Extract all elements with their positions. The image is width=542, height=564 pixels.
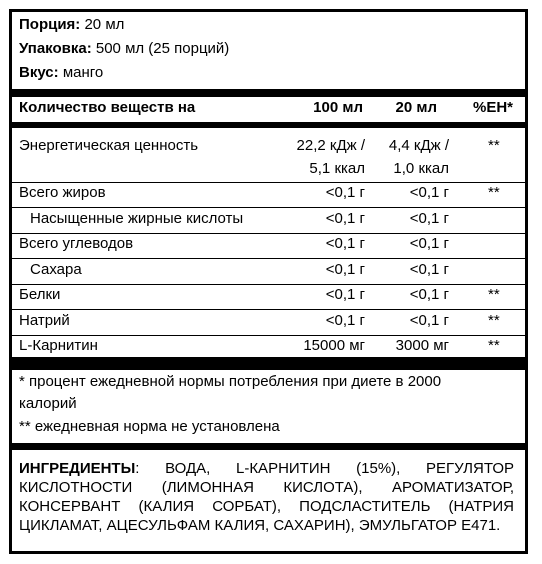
divider-thick	[12, 357, 525, 370]
row-value-100ml-kcal: 5,1 ккал	[309, 160, 365, 177]
row-value-100ml: <0,1 г	[325, 235, 365, 252]
package-value: 500 мл (25 порций)	[95, 40, 230, 57]
row-value-100ml: <0,1 г	[325, 312, 365, 329]
package-line	[19, 40, 229, 58]
footnote-dv-line2: калорий	[19, 395, 77, 412]
row-value-100ml: <0,1 г	[325, 184, 365, 201]
row-divider	[12, 207, 525, 208]
row-value-20ml: <0,1 г	[409, 184, 449, 201]
serving-label: Порция:	[19, 16, 81, 33]
row-divider	[12, 258, 525, 259]
footnote-dv	[19, 371, 515, 415]
row-divider	[12, 182, 525, 183]
package-label: Упаковка:	[19, 40, 92, 57]
row-name: Белки	[19, 286, 61, 303]
nutrition-label	[9, 9, 528, 554]
ingredients-label: ИНГРЕДИЕНТЫ	[19, 460, 136, 477]
row-name: Всего жиров	[19, 184, 106, 201]
row-divider	[12, 335, 525, 336]
row-name: Энергетическая ценность	[19, 137, 199, 154]
ingredients-text	[19, 459, 514, 535]
flavor-label: Вкус:	[19, 64, 59, 81]
row-value-100ml: <0,1 г	[325, 210, 365, 227]
row-value-20ml-kcal: 1,0 ккал	[393, 160, 449, 177]
row-name: Сахара	[30, 261, 82, 278]
row-value-20ml: <0,1 г	[409, 261, 449, 278]
row-value-dv: **	[488, 286, 500, 303]
row-name: Натрий	[19, 312, 70, 329]
serving-value: 20 мл	[84, 16, 125, 33]
serving-line	[19, 16, 124, 34]
row-value-20ml: <0,1 г	[409, 286, 449, 303]
row-value-20ml: 4,4 кДж /	[388, 137, 449, 154]
divider-thick	[12, 89, 525, 97]
row-value-dv: **	[488, 337, 500, 354]
divider-thick	[12, 443, 525, 450]
footnote-not-established: ** ежедневная норма не установлена	[19, 418, 280, 435]
row-value-dv: **	[488, 312, 500, 329]
column-header-dv: %ЕН*	[473, 99, 514, 116]
flavor-value: манго	[62, 64, 104, 81]
row-divider	[12, 233, 525, 234]
row-value-20ml: <0,1 г	[409, 312, 449, 329]
ingredients-list: : ВОДА, L-КАРНИТИН (15%), РЕГУЛЯТОР КИСЛОТНОСТИ (ЛИМОННАЯ КИСЛОТА), АРОМАТИЗАТОР, КОНСЕРВАНТ (КАЛИЯ СОРБАТ), ПОДСЛАСТИТЕЛЬ (НАТРИЯ ЦИКЛАМАТ, АЦЕСУЛЬФАМ КАЛИЯ, САХАРИН), ЭМУЛЬГАТОР Е471.	[19, 460, 514, 534]
footnote-dv-line1: * процент ежедневной нормы потребления при диете в 2000	[19, 373, 442, 390]
row-value-100ml: 22,2 кДж /	[296, 137, 365, 154]
row-value-20ml: 3000 мг	[395, 337, 449, 354]
row-value-20ml: <0,1 г	[409, 235, 449, 252]
row-name: Насыщенные жирные кислоты	[30, 210, 244, 227]
row-value-dv: **	[488, 137, 500, 154]
column-header-20ml: 20 мл	[395, 99, 437, 116]
row-name: Всего углеводов	[19, 235, 134, 252]
row-value-100ml: 15000 мг	[303, 337, 365, 354]
row-value-100ml: <0,1 г	[325, 261, 365, 278]
column-header-100ml: 100 мл	[313, 99, 363, 116]
flavor-line	[19, 64, 103, 82]
column-header-nutrient: Количество веществ на	[19, 99, 196, 116]
divider-thick	[12, 122, 525, 128]
row-divider	[12, 309, 525, 310]
row-value-dv: **	[488, 184, 500, 201]
row-value-20ml: <0,1 г	[409, 210, 449, 227]
row-value-100ml: <0,1 г	[325, 286, 365, 303]
row-divider	[12, 284, 525, 285]
row-name: L-Карнитин	[19, 337, 98, 354]
